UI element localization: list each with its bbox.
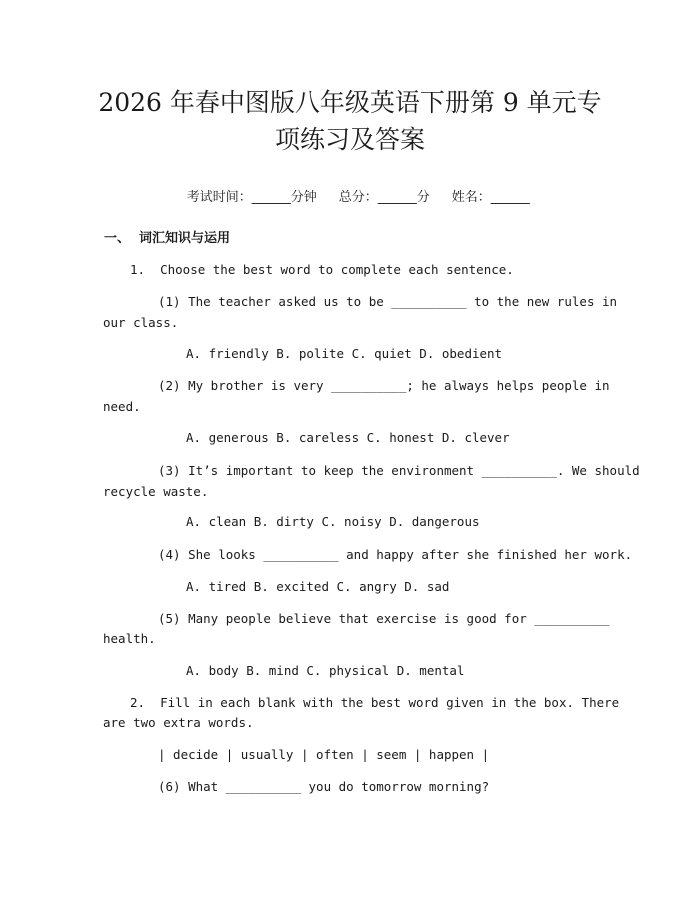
student-name-field: 姓名：______ xyxy=(451,190,530,205)
section-heading-vocabulary: 一、 词汇知识与运用 xyxy=(104,231,231,246)
exam-meta xyxy=(0,168,700,228)
question-1-prompt: 1. Choose the best word to complete each sentence. xyxy=(130,262,514,277)
item-4-text: (4) She looks __________ and happy after she finished her work. xyxy=(158,547,633,562)
item-2-text: (2) My brother is very __________; he always helps people in xyxy=(158,378,610,393)
word-box: | decide | usually | often | seem | happen | xyxy=(158,747,490,762)
item-5-text: (5) Many people believe that exercise is good for __________ xyxy=(158,611,610,626)
total-score-field: 总分：______分 xyxy=(338,190,430,205)
item-3-options: A. clean B. dirty C. noisy D. dangerous xyxy=(186,514,480,529)
item-2-options: A. generous B. careless C. honest D. clever xyxy=(186,430,510,445)
item-5-options: A. body B. mind C. physical D. mental xyxy=(186,663,465,678)
item-1-text: (1) The teacher asked us to be __________ to the new rules in xyxy=(158,294,618,309)
exam-time-field: 考试时间：______分钟 xyxy=(186,190,317,205)
item-1-text-continued: our class. xyxy=(103,315,179,330)
item-6-text: (6) What __________ you do tomorrow morning? xyxy=(158,779,490,794)
item-1-options: A. friendly B. polite C. quiet D. obedient xyxy=(186,346,503,361)
document-title-line-1: 2026 年春中图版八年级英语下册第 9 单元专 xyxy=(98,88,602,117)
item-4-options: A. tired B. excited C. angry D. sad xyxy=(186,579,450,594)
item-2-text-continued: need. xyxy=(103,399,141,414)
question-2-prompt: 2. Fill in each blank with the best word given in the box. There xyxy=(130,695,620,710)
item-3-text-continued: recycle waste. xyxy=(103,484,209,499)
item-5-text-continued: health. xyxy=(103,631,156,646)
item-3-text: (3) It’s important to keep the environment __________. We should xyxy=(158,463,640,478)
document-title-line-2: 项练习及答案 xyxy=(274,125,425,154)
question-2-prompt-continued: are two extra words. xyxy=(103,715,254,730)
